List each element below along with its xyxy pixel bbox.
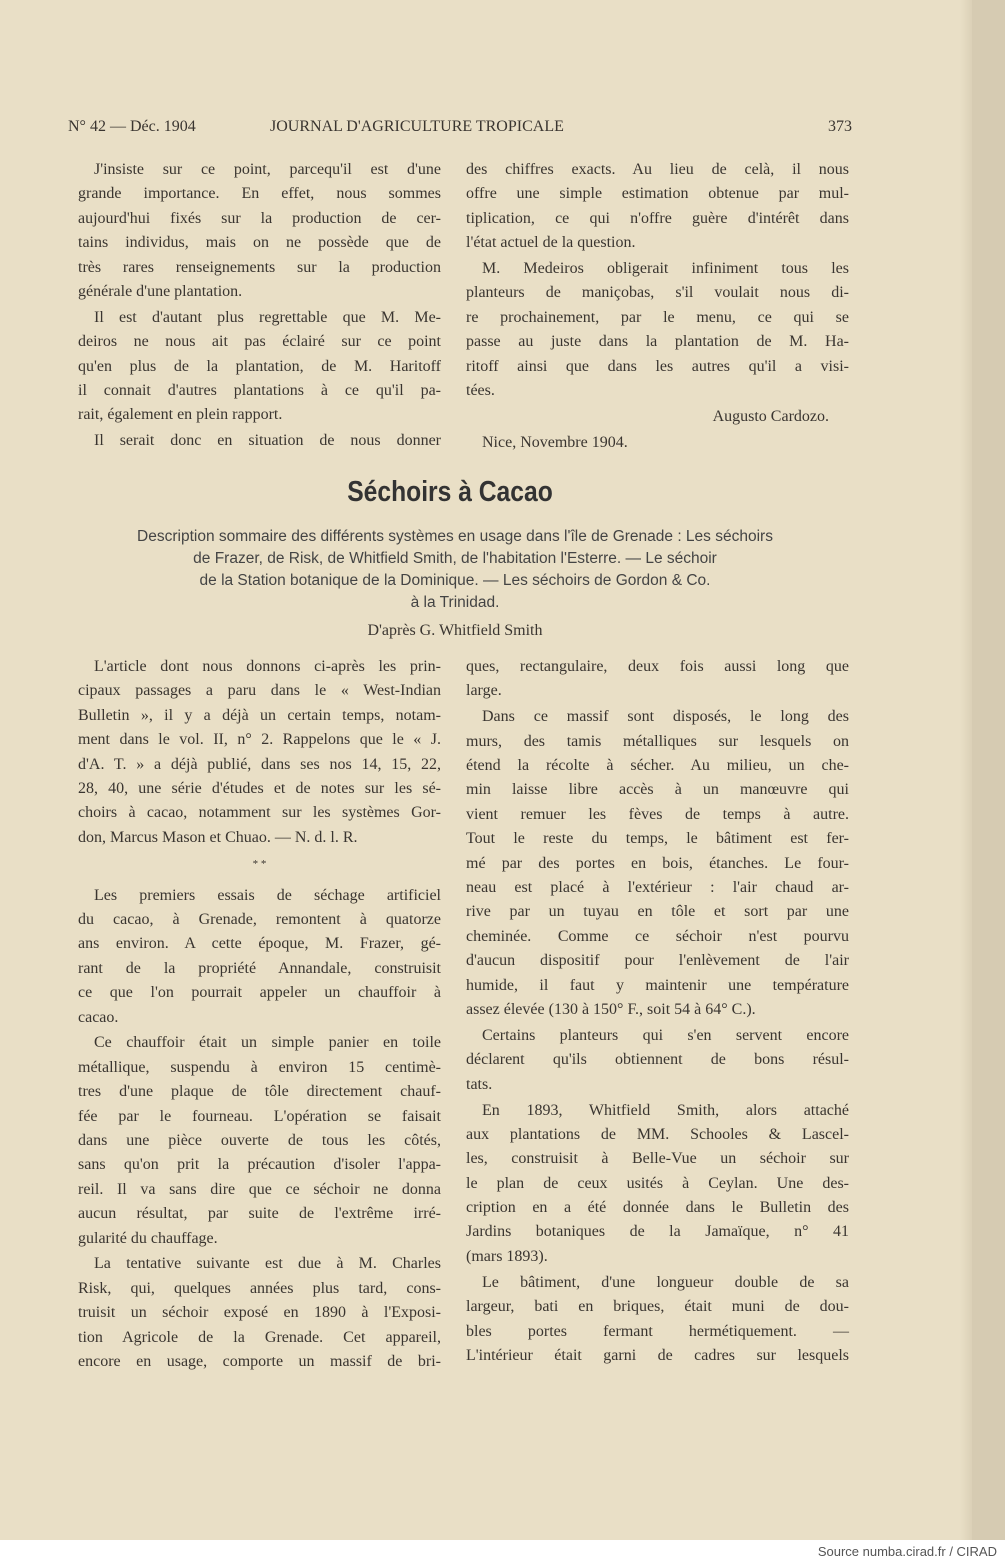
text-line: Ce chauffoir était un simple panier en toile bbox=[94, 1034, 441, 1052]
text-line: tres d'une plaque de tôle directement chauf- bbox=[78, 1083, 441, 1101]
text-line: aucun résultat, par suite de l'extrême irré- bbox=[78, 1205, 441, 1223]
text-line: large. bbox=[466, 682, 502, 700]
text-line: ment dans le vol. II, n° 2. Rappelons que le « J. bbox=[78, 731, 441, 749]
text-line: gularité du chauffage. bbox=[78, 1229, 218, 1247]
page-number: 373 bbox=[828, 118, 852, 135]
text-line: aujourd'hui fixés sur la production de cer- bbox=[78, 209, 441, 227]
text-line: Tout le reste du temps, le bâtiment est fer- bbox=[466, 830, 849, 848]
paragraph bbox=[78, 1252, 441, 1374]
paragraph bbox=[466, 158, 849, 256]
paragraph bbox=[466, 705, 849, 1022]
text-line: re prochainement, par le menu, ce qui se bbox=[466, 308, 849, 326]
text-line: (mars 1893). bbox=[466, 1247, 548, 1265]
text-line: générale d'une plantation. bbox=[78, 282, 243, 300]
signature: Augusto Cardozo. bbox=[712, 407, 829, 425]
text-line: encore en usage, comporte un massif de bri- bbox=[78, 1353, 441, 1371]
text-line: les, construisit à Belle-Vue un séchoir sur bbox=[466, 1150, 849, 1168]
text-line: qu'en plus de la plantation, de M. Haritoff bbox=[78, 357, 441, 375]
text-line: ques, rectangulaire, deux fois aussi long que bbox=[466, 658, 849, 675]
text-line: d'A. T. » a déjà publié, dans ses nos 14, 15, 22, bbox=[78, 755, 441, 773]
journal-title: JOURNAL D'AGRICULTURE TROPICALE bbox=[270, 118, 564, 135]
text-line: murs, des tamis métalliques sur lesquels on bbox=[466, 732, 849, 750]
paragraph bbox=[78, 306, 441, 428]
text-line: ritoff ainsi que dans les autres qu'il a visi- bbox=[466, 357, 849, 375]
subtitle-line: de Frazer, de Risk, de Whitfield Smith, de l'habitation l'Esterre. — Le séchoir bbox=[193, 550, 717, 567]
text-line: il connait d'autres plantations à ce qu'il pa- bbox=[78, 382, 441, 400]
text-line: cription en a été donnée dans le Bulletin des bbox=[466, 1199, 849, 1217]
text-line: La tentative suivante est due à M. Charles bbox=[94, 1255, 441, 1273]
text-line: humide, il faut y maintenir une température bbox=[466, 976, 849, 994]
paragraph bbox=[466, 257, 849, 403]
paragraph bbox=[466, 655, 849, 704]
paragraph bbox=[78, 1031, 441, 1251]
text-line: min laisse libre accès à un manœuvre qui bbox=[466, 781, 849, 799]
text-line: du cacao, à Grenade, remontent à quatorze bbox=[78, 911, 441, 929]
text-line: Jardins botaniques de la Jamaïque, n° 41 bbox=[466, 1223, 849, 1241]
text-line: tains individus, mais on ne possède que de bbox=[78, 234, 441, 252]
article-title: Séchoirs à Cacao bbox=[347, 476, 553, 508]
text-line: tées. bbox=[466, 382, 495, 400]
text-line: reil. Il va sans dire que ce séchoir ne donna bbox=[78, 1180, 441, 1198]
text-line: dans une pièce ouverte de tous les côtés, bbox=[78, 1132, 441, 1150]
text-line: ans environ. A cette époque, M. Frazer, gé- bbox=[78, 935, 441, 953]
text-line: cheminée. Comme ce séchoir n'est pourvu bbox=[466, 927, 849, 945]
text-line: bles portes fermant hermétiquement. — bbox=[466, 1322, 849, 1340]
text-line: rait, également en plein rapport. bbox=[78, 406, 283, 424]
text-line: Risk, qui, quelques années plus tard, cons- bbox=[78, 1279, 441, 1297]
column-bottom-right bbox=[466, 655, 849, 1370]
text-line: des chiffres exacts. Au lieu de celà, il nous bbox=[466, 161, 849, 178]
issue-date: N° 42 — Déc. 1904 bbox=[68, 118, 196, 135]
text-line: cipaux passages a paru dans le « West-Indian bbox=[78, 682, 441, 700]
text-line: l'état actuel de la question. bbox=[466, 234, 636, 252]
text-line: grande importance. En effet, nous sommes bbox=[78, 185, 441, 203]
text-line: vient remuer les fèves de temps à autre. bbox=[466, 805, 849, 823]
column-top-right bbox=[466, 158, 849, 457]
text-line: étend la récolte à sécher. Au milieu, un che- bbox=[466, 757, 849, 775]
column-bottom-left bbox=[78, 655, 441, 1376]
paragraph bbox=[466, 405, 849, 429]
paragraph bbox=[78, 655, 441, 850]
text-line: très rares renseignements sur la production bbox=[78, 258, 441, 276]
text-line: planteurs de maniçobas, s'il voulait nous di- bbox=[466, 284, 849, 302]
text-line: tion Agricole de la Grenade. Cet appareil, bbox=[78, 1328, 441, 1346]
text-line: sans qu'on prit la précaution d'isoler l'appa- bbox=[78, 1156, 441, 1174]
text-line: 28, 40, une série d'études et de notes sur les sé- bbox=[78, 779, 441, 797]
text-line: offre une simple estimation obtenue par mul- bbox=[466, 185, 849, 203]
paragraph bbox=[466, 1271, 849, 1369]
section-separator: * * bbox=[252, 857, 267, 870]
text-line: neau est placé à l'extérieur : l'air chaud ar- bbox=[466, 879, 849, 897]
article-subtitle bbox=[60, 526, 850, 614]
text-line: cacao. bbox=[78, 1008, 119, 1026]
text-line: ce que l'on pourrait appeler un chauffoir à bbox=[78, 984, 441, 1002]
text-line: assez élevée (130 à 150° F., soit 54 à 64° C.). bbox=[466, 1000, 756, 1018]
text-line: déclarent qu'ils obtiennent de bons résul- bbox=[466, 1051, 849, 1069]
text-line: passe au juste dans la plantation de M. Ha- bbox=[466, 333, 849, 351]
paragraph bbox=[466, 1099, 849, 1270]
subtitle-line: à la Trinidad. bbox=[410, 594, 500, 611]
text-line: truisit un séchoir exposé en 1890 à l'Exposi- bbox=[78, 1304, 441, 1322]
text-line: M. Medeiros obligerait infiniment tous les bbox=[482, 260, 849, 278]
article-byline: D'après G. Whitfield Smith bbox=[367, 622, 543, 639]
text-line: L'article dont nous donnons ci-après les prin- bbox=[94, 658, 441, 675]
paragraph bbox=[78, 158, 441, 304]
text-line: En 1893, Whitfield Smith, alors attaché bbox=[482, 1101, 849, 1119]
text-line: L'intérieur était garni de cadres sur lesquels bbox=[466, 1346, 849, 1364]
subtitle-line: de la Station botanique de la Dominique. — Les séchoirs de Gordon & Co. bbox=[199, 572, 711, 589]
text-line: choirs à cacao, notamment sur les systèmes Gor- bbox=[78, 804, 441, 822]
text-line: Le bâtiment, d'une longueur double de sa bbox=[482, 1273, 849, 1291]
text-line: rant de la propriété Annandale, construisit bbox=[78, 959, 441, 977]
text-line: don, Marcus Mason et Chuao. — N. d. l. R. bbox=[78, 828, 358, 846]
text-line: largeur, bati en briques, était muni de dou- bbox=[466, 1298, 849, 1316]
subtitle-line: Description sommaire des différents systèmes en usage dans l'île de Grenade : Les séchoirs bbox=[137, 528, 773, 545]
text-line: Il serait donc en situation de nous donner bbox=[94, 432, 441, 450]
text-line: tats. bbox=[466, 1075, 493, 1093]
paragraph bbox=[78, 429, 441, 453]
source-credit: Source numba.cirad.fr / CIRAD bbox=[817, 1544, 997, 1559]
text-line: métallique, suspendu à environ 15 centimè- bbox=[78, 1058, 441, 1076]
text-line: fée par le fourneau. L'opération se faisait bbox=[78, 1107, 441, 1125]
text-line: rive par un tuyau en tôle et sort par une bbox=[466, 903, 849, 921]
text-line: Dans ce massif sont disposés, le long des bbox=[482, 708, 849, 726]
text-line: deiros ne nous ait pas éclairé sur ce point bbox=[78, 333, 441, 351]
text-line: Certains planteurs qui s'en servent encore bbox=[482, 1026, 849, 1044]
text-line: aux plantations de MM. Schooles & Lascel- bbox=[466, 1125, 849, 1143]
paragraph bbox=[78, 884, 441, 1030]
text-line: Les premiers essais de séchage artificiel bbox=[94, 886, 441, 904]
text-line: Il est d'autant plus regrettable que M. Me- bbox=[94, 308, 441, 326]
running-head bbox=[68, 118, 852, 140]
column-top-left bbox=[78, 158, 441, 455]
text-line: J'insiste sur ce point, parcequ'il est d'une bbox=[94, 161, 441, 178]
paragraph bbox=[466, 1024, 849, 1097]
text-line: Bulletin », il y a déjà un certain temps, notam- bbox=[78, 706, 441, 724]
text-line: le plan de ceux usités à Ceylan. Une des- bbox=[466, 1174, 849, 1192]
text-line: tiplication, ce qui n'offre guère d'intérêt dans bbox=[466, 209, 849, 227]
page-edge bbox=[972, 0, 1005, 1540]
text-line: d'aucun dispositif pour l'enlèvement de l'air bbox=[466, 952, 849, 970]
text-line: mé par des portes en bois, étanches. Le four- bbox=[466, 854, 849, 872]
text-line: Nice, Novembre 1904. bbox=[482, 433, 628, 451]
paragraph bbox=[466, 431, 849, 455]
